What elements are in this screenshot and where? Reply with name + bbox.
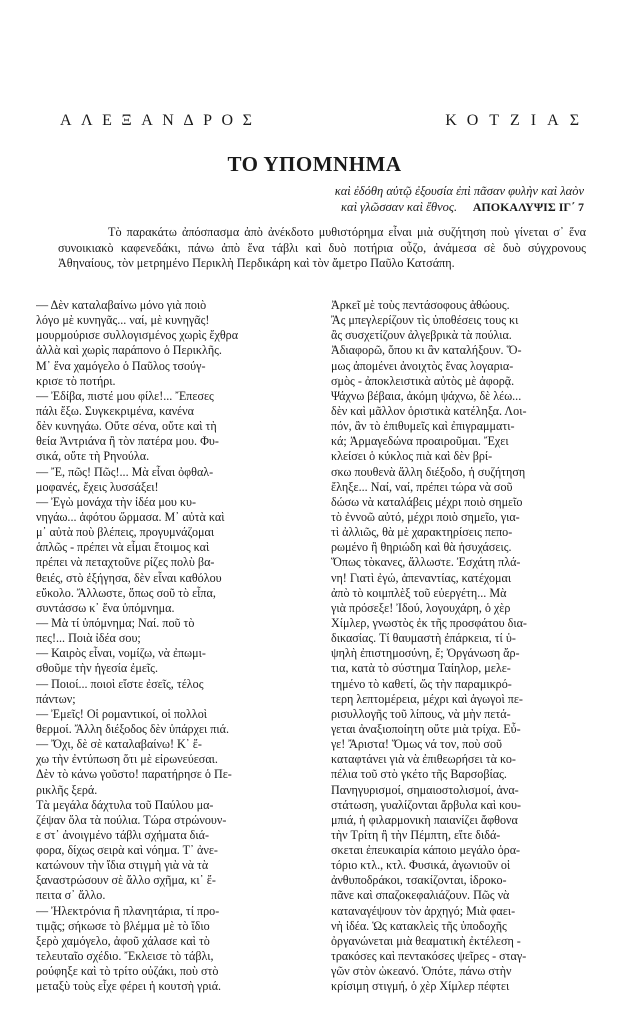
text-line: νηγάω... ἀφότου ὥρμασα. Μ᾽ αὐτὰ καὶ — [36, 509, 225, 524]
text-line: Χίμλερ, γνωστὸς ἐκ τῆς προσφάτου δια- — [331, 615, 527, 630]
text-line: καταφτάνει γιὰ νὰ ἐπιθεωρήσει τὰ κο- — [331, 752, 516, 767]
text-line: ε στ᾽ ἀνοιγμένο τάβλι σχήματα διά- — [36, 827, 209, 842]
text-line: ρωμένο ἢ θηριώδη καὶ θὰ ἡσυχάσεις. — [331, 540, 512, 555]
text-line: ὀργανώνεται μιὰ θεαματικὴ ἐκτέλεση - — [331, 933, 521, 948]
text-line: σκω πουθενὰ ἄλλη διέξοδο, ἡ συζήτηση — [331, 464, 526, 479]
text-line: τερη λεπτομέρεια, μέχρι καὶ ἀγωγοὶ πε- — [331, 691, 523, 706]
text-line: κρισε τὸ ποτήρι. — [36, 373, 116, 388]
text-line: μοφανές, ἔχεις λυσσάξει! — [36, 479, 159, 494]
text-line: τημένο τὸ καθετί, ὥς τὴν παραμικρό- — [331, 676, 512, 691]
text-line: Ἀδιαφορῶ, ὅπου κι ἂν καταλήξουν. Ὅ- — [331, 343, 522, 358]
text-line: μ᾽ αὐτὰ ποὺ βλέπεις, προγυμνάζομαι — [36, 525, 215, 540]
text-line: χω τὴν ἐντύπωση ὅτι μὲ εἰρωνεύεσαι. — [36, 752, 218, 767]
epigraph-line-1: καὶ ἐδόθη αὐτῷ ἐξουσία ἐπὶ πᾶσαν φυλὴν καὶ λαὸν — [334, 184, 584, 198]
text-line: κατώνουν τὴν ἴδια στιγμὴ γιὰ νὰ τὰ — [36, 858, 209, 873]
text-line: — Ἔ, πῶς! Πῶς!... Μὰ εἶναι ὀφθαλ- — [36, 464, 214, 479]
text-line: Πανηγυρισμοί, σημαιοστολισμοί, ἀνα- — [331, 782, 519, 797]
text-line: μουρμούρισε συλλογισμένος χωρὶς ἔχθρα — [36, 328, 239, 343]
epigraph-source: ΑΠΟΚΑΛΥΨΙΣ ΙΓ΄ 7 — [472, 200, 584, 214]
text-line: ξερὸ χαμόγελο, ἀφοῦ χάλασε καὶ τὸ — [36, 933, 210, 948]
text-line: ρούφηξε καὶ τὸ τρίτο οὐζάκι, ποὺ στὸ — [36, 964, 219, 979]
text-line: πέλια τοῦ στὸ γκέτο τῆς Βαρσοβίας. — [331, 767, 507, 782]
text-line: θεία Ἀντριάνα ἢ τὸν πατέρα μου. Φυ- — [36, 434, 219, 449]
text-line: συντάσσω κ᾽ ἕνα ὑπόμνημα. — [36, 600, 175, 615]
text-line: Δὲν τὸ κάνω γοῦστο! παρατήρησε ὁ Πε- — [36, 767, 232, 782]
text-line: μως ἀπομένει ἀνοιχτὸς ἕνας λογαρια- — [331, 358, 514, 373]
text-line: εὔκολο. Ἄλλωστε, ὅπως σοῦ τὸ εἶπα, — [36, 585, 216, 600]
text-line: τόριο κτλ., κτλ. Φυσικά, ἀγωνιοῦν οἱ — [331, 858, 511, 873]
intro-line: συζήτηση ποὺ γίνεται σ᾽ ἕνα συνοικιακὸ καφενεδάκι, πάνω ἀπὸ ἕνα — [58, 225, 586, 255]
text-line: — Καιρὸς εἶναι, νομίζω, νὰ ἐπωμι- — [36, 646, 206, 661]
text-line: κλείσει ὁ κύκλος πιὰ καὶ δὲν βρί- — [331, 449, 493, 464]
text-line: πόν, ἂν τὸ ἐπιθυμεῖς καὶ ἐπιγραμματι- — [331, 419, 515, 434]
text-line: γε! Ἄριστα! Ὅμως νά τον, ποὺ σοῦ — [331, 737, 502, 752]
author-first-name: ΑΛΕΞΑΝΔΡΟΣ — [60, 112, 262, 129]
text-line: σκεται ἐπευκαιρία κάποιο μεγάλο ὁρα- — [331, 843, 521, 858]
text-line: τια, κατὰ τὸ σύστημα Ταίηλορ, μελε- — [331, 661, 511, 676]
text-line: ζέψαν ὅλα τὰ πούλια. Τώρα στρώνουν- — [36, 812, 227, 827]
text-line: λόγο μὲ κυνηγᾶς... ναί, μὲ κυνηγᾶς! — [36, 313, 210, 328]
text-line: τὸ ἐννοῶ αὐτό, μέχρι ποιὸ σημεῖο, για- — [331, 509, 520, 524]
text-line: ἀπὸ τὸ κοιμπλὲξ τοῦ εὐεργέτη... Μὰ — [331, 585, 507, 600]
text-line: Ἀρκεῖ μὲ τοὺς πεντάσοφους ἀθώους. — [331, 298, 510, 312]
text-line: φορα, δίχως σειρὰ καὶ νόημα. Τ᾽ ἀνε- — [36, 843, 218, 858]
text-line: Μ᾽ ἕνα χαμόγελο ὁ Παῦλος τσούγ- — [36, 358, 206, 373]
text-line: Τὰ μεγάλα δάχτυλα τοῦ Παύλου μα- — [36, 797, 214, 812]
text-line: Ἂς μπεγλερίζουν τὶς ὑποθέσεις τους κι — [331, 313, 519, 328]
intro-line: τὸν μετρημένο Περικλὴ Περδικάρη καὶ τὸν ἄμετρο Παῦλο Κατσάπη. — [117, 256, 455, 270]
text-line: τρακόσες καὶ πεντακόσες ψεῖρες - σταγ- — [331, 949, 527, 964]
epigraph — [164, 183, 584, 215]
author-last-name: ΚΟΤΖΙΑΣ — [445, 112, 590, 129]
text-line: σικά, οὔτε τὴ Ρηνούλα. — [36, 449, 150, 464]
text-line: θερμοί. Ἄλλη διέξοδος δὲν ὑπάρχει πιά. — [36, 721, 230, 736]
text-line: τὴν Τρίτη ἢ τὴν Πέμπτη, εἴτε διδά- — [331, 827, 501, 842]
text-line: δὲν κυνηγάω. Οὔτε σένα, οὔτε καὶ τὴ — [36, 419, 217, 434]
text-line: — Ἐμεῖς! Οἱ ρομαντικοί, οἱ πολλοὶ — [36, 706, 207, 721]
text-line: πρέπει νὰ πεταχτοῦνε ρίζες πολὺ βα- — [36, 555, 215, 570]
text-line: — Ποιοί... ποιοὶ εἴστε ἐσεῖς, τέλος — [36, 676, 204, 691]
text-line: ψηλὴ ἐπιστημοσύνη, ἔ; Ὀργάνωση ἄρ- — [331, 646, 520, 661]
text-line: σθοῦμε τὴν ἡγεσία ἐμεῖς. — [36, 661, 158, 676]
intro-line: τάβλι καὶ δυὸ ποτήρια οὖζο, ἀνάμεσα σὲ δυὸ σύγχρονους Ἀθηναίους, — [58, 240, 586, 270]
text-line: ἀλλὰ καὶ χωρὶς παράπονο ὁ Περικλῆς. — [36, 343, 222, 358]
body-column-right — [331, 298, 594, 994]
text-line: — Ἠλεκτρόνια ἢ πλανητάρια, τί προ- — [36, 903, 220, 918]
text-line: ρισυλλογῆς τοῦ λίπους, νὰ μὴν πετά- — [331, 706, 511, 721]
text-line: — Ὄχι, δὲ σὲ καταλαβαίνω! Κ᾽ ἔ- — [36, 737, 202, 752]
text-line: κρίσιμη στιγμή, ὁ χὲρ Χίμλερ πέφτει — [331, 979, 510, 994]
author-line — [60, 112, 590, 130]
text-line: ἔληξε... Ναί, ναί, πρέπει τώρα νὰ σοῦ — [331, 479, 513, 494]
text-line: κά; Ἀρμαγεδώνα προαιροῦμαι. Ἔχει — [331, 434, 509, 449]
text-line: πάντων; — [36, 691, 76, 706]
text-line: ξαναστρώσουν σὲ ἄλλο σχῆμα, κι᾽ ἔ- — [36, 873, 216, 888]
text-line: πειτα σ᾽ ἄλλο. — [36, 888, 106, 903]
text-line: τὶ ἀλλιῶς, θὰ μὲ χαρακτηρίσεις πεπο- — [331, 525, 513, 540]
text-line: γιὰ πρόσεξε! Ἰδού, λογουχάρη, ὁ χὲρ — [331, 600, 511, 615]
text-line: τελευταῖο σχέδιο. Ἔκλεισε τὸ τάβλι, — [36, 949, 214, 964]
text-line: σμὸς - ἀποκλειστικὰ αὐτὸς μὲ ἀφορᾷ. — [331, 373, 515, 388]
text-line: ἀνθυποδράκοι, τσακίζονται, ἱδροκο- — [331, 873, 507, 888]
epigraph-line-2-text: καὶ γλῶσσαν καὶ ἔθνος. — [341, 200, 458, 214]
text-line: δὲν καὶ μᾶλλον ὁριστικὰ κατέληξα. Λοι- — [331, 403, 527, 418]
text-line: δώσω νὰ καταλάβεις μέχρι ποιὸ σημεῖο — [331, 494, 523, 509]
text-line: στάτωση, γυαλίζονται ἄρβυλα καὶ κου- — [331, 797, 521, 812]
text-line: μπιά, ἡ φιλαρμονικὴ παιανίζει ἄφθονα — [331, 812, 518, 827]
text-line: — Ἐγὼ μονάχα τὴν ἰδέα μου κυ- — [36, 494, 197, 509]
page-title: ΤΟ ΥΠΟΜΝΗΜΑ — [227, 152, 402, 176]
text-line: Ὅπως τὸκανες, ἄλλωστε. Ἐσχάτη πλά- — [331, 555, 521, 570]
text-line: θειές, στὸ ἐξήγησα, δὲν εἶναι καθόλου — [36, 570, 222, 585]
text-line: — Ἐδίβα, πιστέ μου φίλε!... Ἔπεσες — [36, 388, 214, 403]
intro-paragraph — [58, 225, 586, 272]
text-line: ἁπλῶς - πρέπει νὰ εἶμαι ἕτοιμος καὶ — [36, 540, 210, 555]
text-line: πες!... Ποιὰ ἰδέα σου; — [36, 631, 141, 646]
intro-line: Τὸ παρακάτω ἀπόσπασμα ἀπὸ ἀνέκδοτο μυθιστόρημα εἶναι μιὰ — [108, 225, 439, 239]
text-line: νὴ ἰδέα. Ὡς κατακλεὶς τῆς ὑποδοχῆς — [331, 918, 507, 933]
body-column-left — [36, 298, 311, 994]
text-line: ἂς συσχετίζουν ἀλγεβρικὰ τὰ πούλια. — [331, 328, 512, 343]
text-line: πάλι ἔξω. Συγκεκριμένα, κανένα — [36, 403, 194, 418]
text-line: νη! Γιατὶ ἐγώ, ἀπεναντίας, κατέχομαι — [331, 570, 512, 585]
text-line: μεταξὺ τοὺς εἶχε φέρει ἡ κουτσὴ γριά. — [36, 979, 222, 994]
text-line: Ψάχνω βέβαια, ἀκόμη ψάχνω, δὲ λέω... — [331, 388, 522, 403]
epigraph-line-2 — [164, 199, 584, 215]
text-line: πᾶνε καὶ σπαζοκεφαλιάζουν. Πῶς νὰ — [331, 888, 510, 903]
text-line: γῶν στὸν ὠκεανό. Ὁπότε, πάνω στὴν — [331, 964, 512, 979]
text-line: — Μὰ τί ὑπόμνημα; Ναί. ποῦ τὸ — [36, 615, 195, 630]
text-line: τιμᾷς; σήκωσε τὸ βλέμμα μὲ τὸ ἴδιο — [36, 918, 210, 933]
text-line: καταναγέψουν τὸν ἀρχηγό; Μιὰ φαει- — [331, 903, 516, 918]
text-line: δικασίας. Τί θαυμαστὴ ἐπάρκεια, τί ὑ- — [331, 631, 516, 646]
text-line: γεται ἀναξιοποίητη οὔτε μιὰ τρίχα. Εὖ- — [331, 721, 521, 736]
text-line: — Δὲν καταλαβαίνω μόνο γιὰ ποιὸ — [36, 298, 207, 312]
text-line: ρικλῆς ξερά. — [36, 782, 98, 797]
